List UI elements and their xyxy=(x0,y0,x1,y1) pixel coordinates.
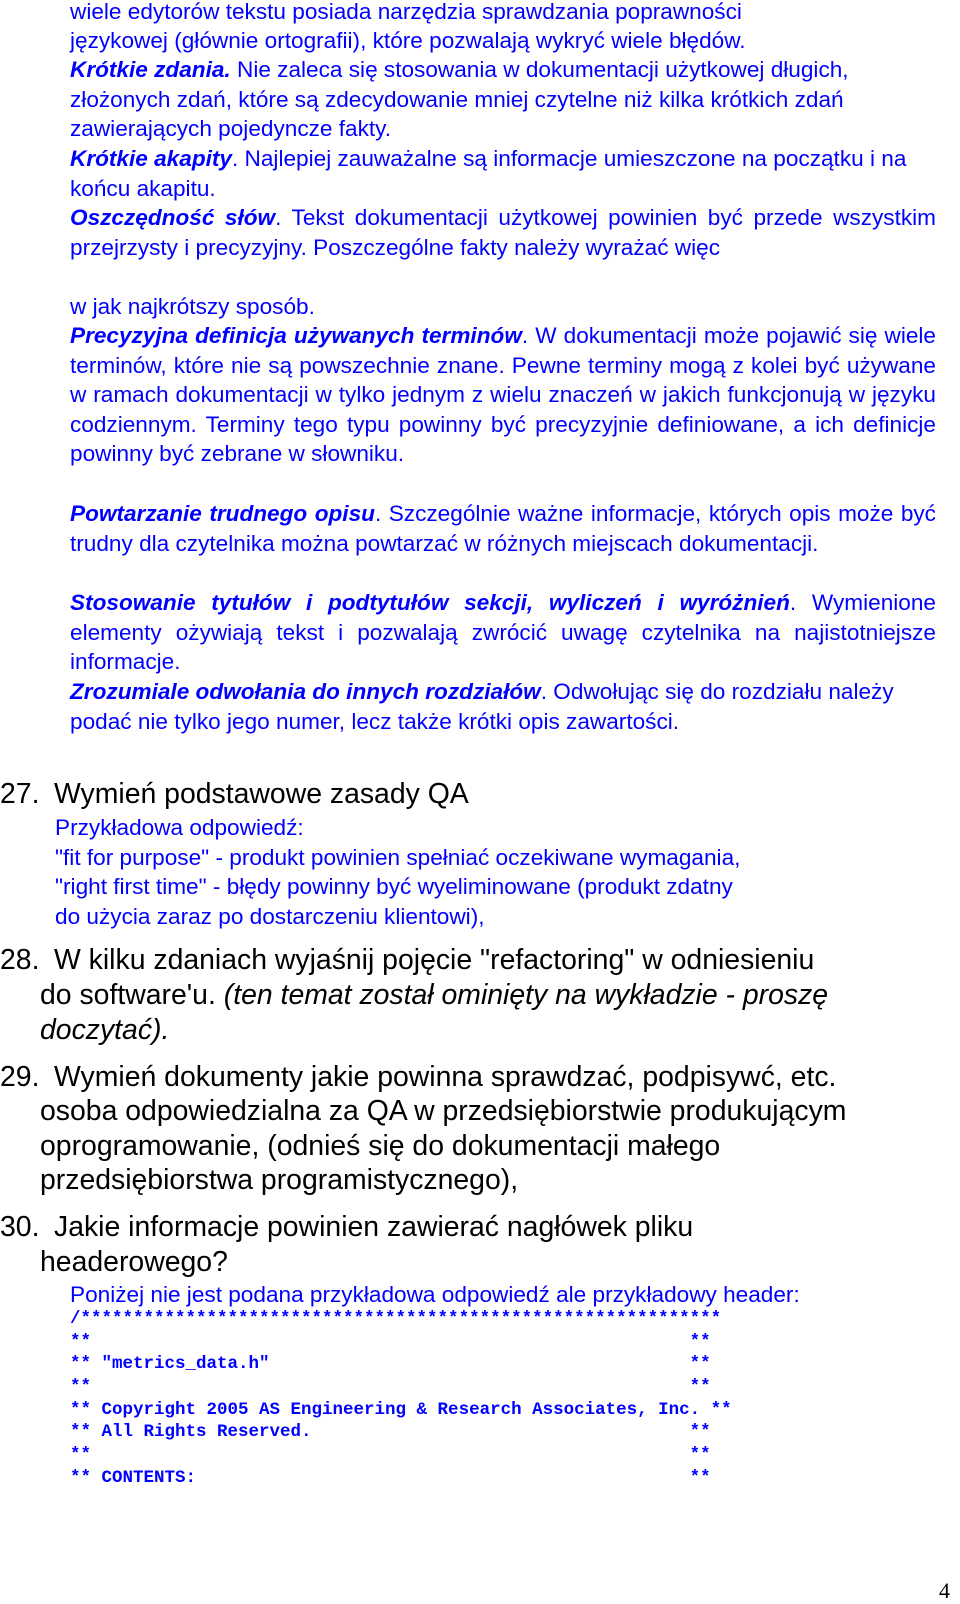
code-line: ** ** xyxy=(70,1332,711,1352)
item-text: . Najlepiej zauważalne są informacje umieszczone na początku i na końcu akapitu. xyxy=(70,146,907,201)
code-line: ** "metrics_data.h" ** xyxy=(70,1354,711,1374)
question-28-line-2 xyxy=(40,978,828,1013)
code-line: ** CONTENTS: ** xyxy=(70,1468,711,1488)
question-number: 27. xyxy=(0,778,40,810)
item-repeat-difficult xyxy=(70,499,936,558)
answer-label: Poniżej nie jest podana przykładowa odpowiedź ale przykładowy header: xyxy=(70,1282,800,1307)
item-tail: w jak najkrótszy sposób. xyxy=(70,294,315,319)
question-text: Jakie informacje powinien zawierać nagłówek pliku xyxy=(54,1211,694,1243)
code-line: ** All Rights Reserved. ** xyxy=(70,1422,711,1442)
question-text: W kilku zdaniach wyjaśnij pojęcie "refactoring" w odniesieniu xyxy=(54,944,815,976)
question-note: doczytać). xyxy=(40,1014,170,1046)
answer-line: "fit for purpose" - produkt powinien spełniać oczekiwane wymagania, xyxy=(55,845,741,870)
item-titles-subtitles xyxy=(70,588,936,677)
code-line: /************************************************************* xyxy=(70,1309,722,1329)
item-term: Powtarzanie trudnego opisu xyxy=(70,501,375,526)
item-text: . Szczególnie ważne informacje, których opis może być trudny dla czytelnika można powtarzać w różnych miejscach dokumentacji. xyxy=(70,501,936,556)
question-text: headerowego? xyxy=(40,1246,228,1278)
page-number: 4 xyxy=(939,1578,950,1603)
question-number: 30. xyxy=(0,1211,40,1243)
item-text: Nie zaleca się stosowania w dokumentacji użytkowej długich, złożonych zdań, które są zdecydowanie mniej czytelne niż kilka krótkich zdań zawierających pojedyncze fakty. xyxy=(70,57,849,142)
question-number: 28. xyxy=(0,944,40,976)
item-short-paragraphs xyxy=(70,144,940,203)
question-note: (ten temat został ominięty na wykładzie - proszę xyxy=(223,979,829,1011)
code-line: ** Copyright 2005 AS Engineering & Research Associates, Inc. ** xyxy=(70,1400,732,1420)
question-text: do software'u. xyxy=(40,979,224,1011)
code-line: ** ** xyxy=(70,1377,711,1397)
question-text: osoba odpowiedzialna za QA w przedsiębiorstwie produkującym xyxy=(40,1095,847,1127)
intro-line-1: wiele edytorów tekstu posiada narzędzia sprawdzania poprawności xyxy=(70,0,742,24)
answer-line: "right first time" - błędy powinny być wyeliminowane (produkt zdatny xyxy=(55,874,733,899)
item-term: Krótkie akapity xyxy=(70,146,232,171)
item-text: . Wymienione elementy ożywiają tekst i pozwalają zwrócić uwagę czytelnika na najistotniejsze informacje. xyxy=(70,590,936,675)
item-term: Zrozumiale odwołania do innych rozdziałów xyxy=(70,679,541,704)
item-term: Stosowanie tytułów i podtytułów sekcji, wyliczeń i wyróżnień xyxy=(70,590,790,615)
item-economy-of-words xyxy=(70,203,936,262)
item-precise-definition xyxy=(70,321,936,469)
answer-label: Przykładowa odpowiedź: xyxy=(55,815,304,840)
item-references xyxy=(70,677,940,736)
question-text: Wymień podstawowe zasady QA xyxy=(54,778,469,810)
item-term: Precyzyjna definicja używanych terminów xyxy=(70,323,522,348)
intro-line-2: językowej (głównie ortografii), które pozwalają wykryć wiele błędów. xyxy=(70,28,746,53)
answer-line: do użycia zaraz po dostarczeniu klientowi), xyxy=(55,904,485,929)
intro-paragraph xyxy=(70,0,940,27)
code-line: ** ** xyxy=(70,1445,711,1465)
question-text: oprogramowanie, (odnieś się do dokumentacji małego xyxy=(40,1130,721,1162)
item-text: . Odwołując się do rozdziału należy podać nie tylko jego numer, lecz także krótki opis zawartości. xyxy=(70,679,894,734)
question-number: 29. xyxy=(0,1061,40,1093)
item-text: . Tekst dokumentacji użytkowej powinien być przede wszystkim przejrzysty i precyzyjny. Poszczególne fakty należy wyrażać więc xyxy=(70,205,936,260)
item-term: Oszczędność słów xyxy=(70,205,276,230)
question-text: przedsiębiorstwa programistycznego), xyxy=(40,1164,519,1196)
item-term: Krótkie zdania. xyxy=(70,57,231,82)
question-text: Wymień dokumenty jakie powinna sprawdzać, podpisywć, etc. xyxy=(54,1061,837,1093)
item-text: . W dokumentacji może pojawić się wiele terminów, które nie są powszechnie znane. Pewne terminy mogą z kolei być używane w ramach dokumentacji w tylko jednym z wielu znaczeń w jakich funkcjonują w języku codziennym. Terminy tego typu powinny być precyzyjnie definiowane, a ich definicje powinny być zebrane w słowniku. xyxy=(70,323,936,467)
item-short-sentences xyxy=(70,55,940,144)
